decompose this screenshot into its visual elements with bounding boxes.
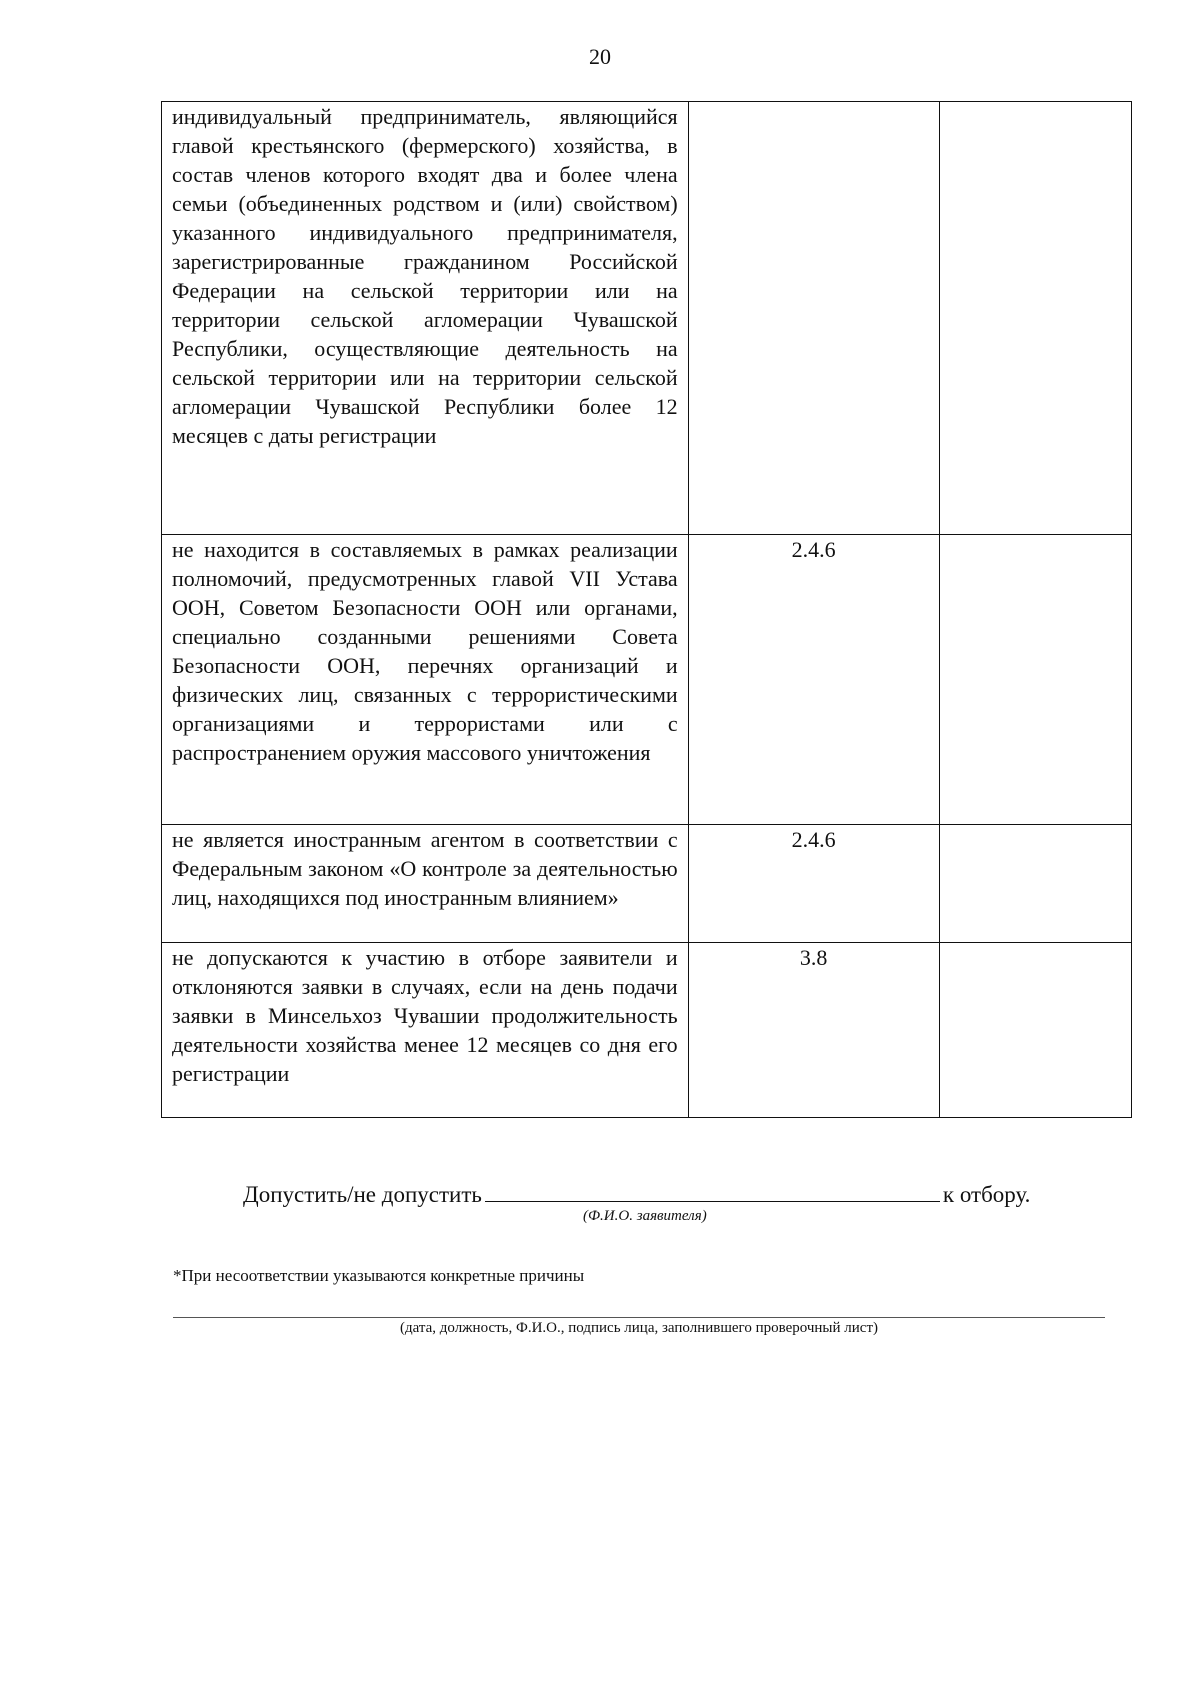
applicant-name-caption: (Ф.И.О. заявителя) bbox=[583, 1208, 707, 1224]
table-row bbox=[162, 102, 1132, 535]
criterion-text: не находится в составляемых в рамках реализации полномочий, предусмотренных главой VII Устава ООН, Советом Безопасности ООН или органами, специально созданными решениями Совета Безопасности ООН, перечнях организаций и физических лиц, связанных с террористическими организациями и террористами или с распространением оружия массового уничтожения bbox=[162, 535, 689, 825]
compliance-mark bbox=[939, 825, 1131, 943]
footnote: *При несоответствии указываются конкретные причины bbox=[173, 1266, 585, 1285]
clause-reference: 2.4.6 bbox=[688, 535, 939, 825]
clause-reference: 2.4.6 bbox=[688, 825, 939, 943]
criterion-text: индивидуальный предприниматель, являющийся главой крестьянского (фермерского) хозяйства, в состав членов которого входят два и более члена семьи (объединенных родством и (или) свойством) указанного индивидуального предпринимателя, зарегистрированные гражданином Российской Федерации на сельской территории или на территории сельской агломерации Чувашской Республики, осуществляющие деятельность на сельской территории или на территории сельской агломерации Чувашской Республики более 12 месяцев с даты регистрации bbox=[162, 102, 689, 535]
applicant-name-blank[interactable] bbox=[485, 1181, 940, 1202]
criterion-text: не является иностранным агентом в соответствии с Федеральным законом «О контроле за деятельностью лиц, находящихся под иностранным влиянием» bbox=[162, 825, 689, 943]
page-number: 20 bbox=[589, 44, 611, 69]
clause-reference bbox=[688, 102, 939, 535]
table-row bbox=[162, 535, 1132, 825]
table-row bbox=[162, 943, 1132, 1118]
criterion-text: не допускаются к участию в отборе заявители и отклоняются заявки в случаях, если на день подачи заявки в Минсельхоз Чувашии продолжительность деятельности хозяйства менее 12 месяцев со дня его регистрации bbox=[162, 943, 689, 1118]
compliance-mark bbox=[939, 943, 1131, 1118]
table-row bbox=[162, 825, 1132, 943]
signature-line[interactable] bbox=[173, 1317, 1105, 1318]
checklist-table bbox=[161, 101, 1132, 1118]
admission-prefix: Допустить/не допустить bbox=[243, 1182, 482, 1207]
compliance-mark bbox=[939, 102, 1131, 535]
compliance-mark bbox=[939, 535, 1131, 825]
admission-line bbox=[243, 1181, 1030, 1209]
clause-reference: 3.8 bbox=[688, 943, 939, 1118]
admission-suffix: к отбору. bbox=[942, 1182, 1031, 1207]
signature-caption: (дата, должность, Ф.И.О., подпись лица, заполнившего проверочный лист) bbox=[399, 1320, 879, 1336]
